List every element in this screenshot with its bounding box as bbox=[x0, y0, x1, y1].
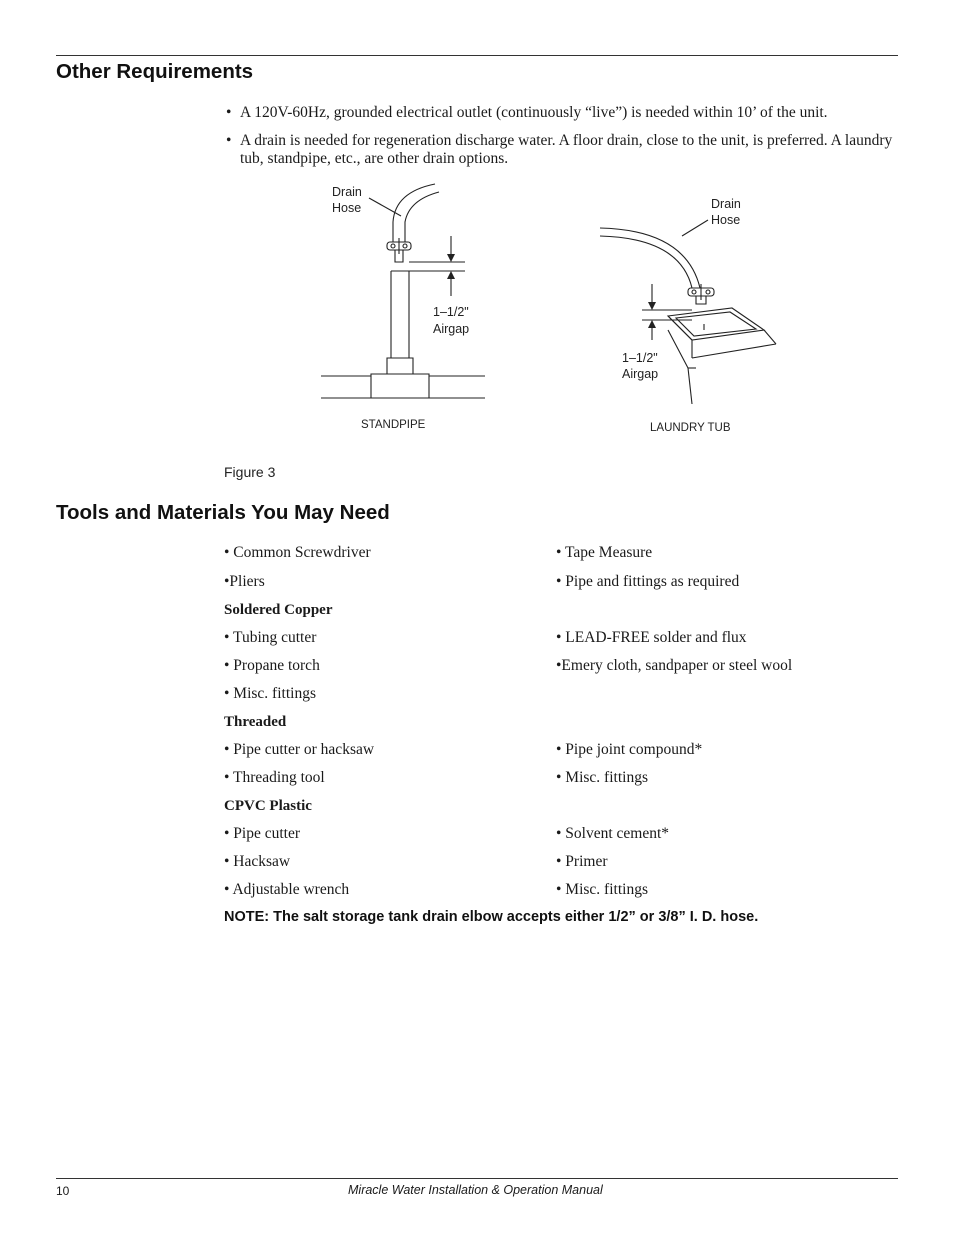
section-title-other-requirements: Other Requirements bbox=[56, 60, 254, 83]
standpipe-diagram bbox=[315, 180, 495, 440]
tool-item: • Pipe and fittings as required bbox=[556, 573, 740, 590]
laundry-tub-caption: LAUNDRY TUB bbox=[650, 422, 731, 434]
tool-item: • Misc. fittings bbox=[224, 685, 316, 702]
manual-title: Miracle Water Installation & Operation Manual bbox=[348, 1183, 603, 1197]
drain-hose-label: Drain bbox=[711, 197, 741, 211]
section-title-tools-and-materials: Tools and Materials You May Need bbox=[56, 501, 390, 524]
footer-rule bbox=[56, 1178, 898, 1179]
tool-item: • Common Screwdriver bbox=[224, 544, 371, 561]
tool-item: •Emery cloth, sandpaper or steel wool bbox=[556, 657, 793, 674]
tool-item: • Tape Measure bbox=[556, 544, 653, 561]
tool-item: • Misc. fittings bbox=[556, 881, 648, 898]
drain-hose-label: Hose bbox=[332, 201, 362, 215]
subheading-soldered-copper: Soldered Copper bbox=[224, 602, 333, 618]
tool-item: • Threading tool bbox=[224, 769, 325, 786]
list-item: • A drain is needed for regeneration discharge water. A floor drain, close to the unit, is preferred. A laundry tub, standpipe, etc., are other drain options. bbox=[226, 132, 893, 167]
tool-item: • Pipe joint compound* bbox=[556, 741, 703, 758]
tool-item: • Propane torch bbox=[224, 657, 320, 674]
tool-item: • Hacksaw bbox=[224, 853, 291, 870]
tool-item: • Solvent cement* bbox=[556, 825, 670, 842]
note-text: NOTE: The salt storage tank drain elbow accepts either 1/2” or 3/8” I. D. hose. bbox=[224, 909, 759, 925]
drain-hose-label: Hose bbox=[711, 213, 741, 227]
subheading-threaded: Threaded bbox=[224, 714, 287, 730]
tool-item: •Pliers bbox=[224, 573, 265, 590]
standpipe-caption: STANDPIPE bbox=[361, 419, 426, 431]
top-rule bbox=[56, 55, 898, 56]
airgap-label: 1–1/2" bbox=[622, 351, 658, 365]
figure-label: Figure 3 bbox=[224, 464, 276, 480]
tool-item: • Adjustable wrench bbox=[224, 881, 350, 898]
tool-item: • Misc. fittings bbox=[556, 769, 648, 786]
laundry-tub-diagram bbox=[596, 190, 796, 440]
tool-item: • Pipe cutter or hacksaw bbox=[224, 741, 375, 758]
page-number: 10 bbox=[56, 1184, 70, 1198]
list-item: • A 120V-60Hz, grounded electrical outlet (continuously “live”) is needed within 10’ of the unit. bbox=[226, 104, 828, 121]
drain-hose-label: Drain bbox=[332, 185, 362, 199]
tool-item: • Tubing cutter bbox=[224, 629, 317, 646]
tool-item: • Pipe cutter bbox=[224, 825, 301, 842]
tool-item: • Primer bbox=[556, 853, 608, 870]
airgap-label: Airgap bbox=[622, 367, 659, 381]
tool-item: • LEAD-FREE solder and flux bbox=[556, 629, 747, 646]
subheading-cpvc-plastic: CPVC Plastic bbox=[224, 798, 312, 814]
airgap-label: Airgap bbox=[433, 322, 470, 336]
airgap-label: 1–1/2" bbox=[433, 305, 469, 319]
